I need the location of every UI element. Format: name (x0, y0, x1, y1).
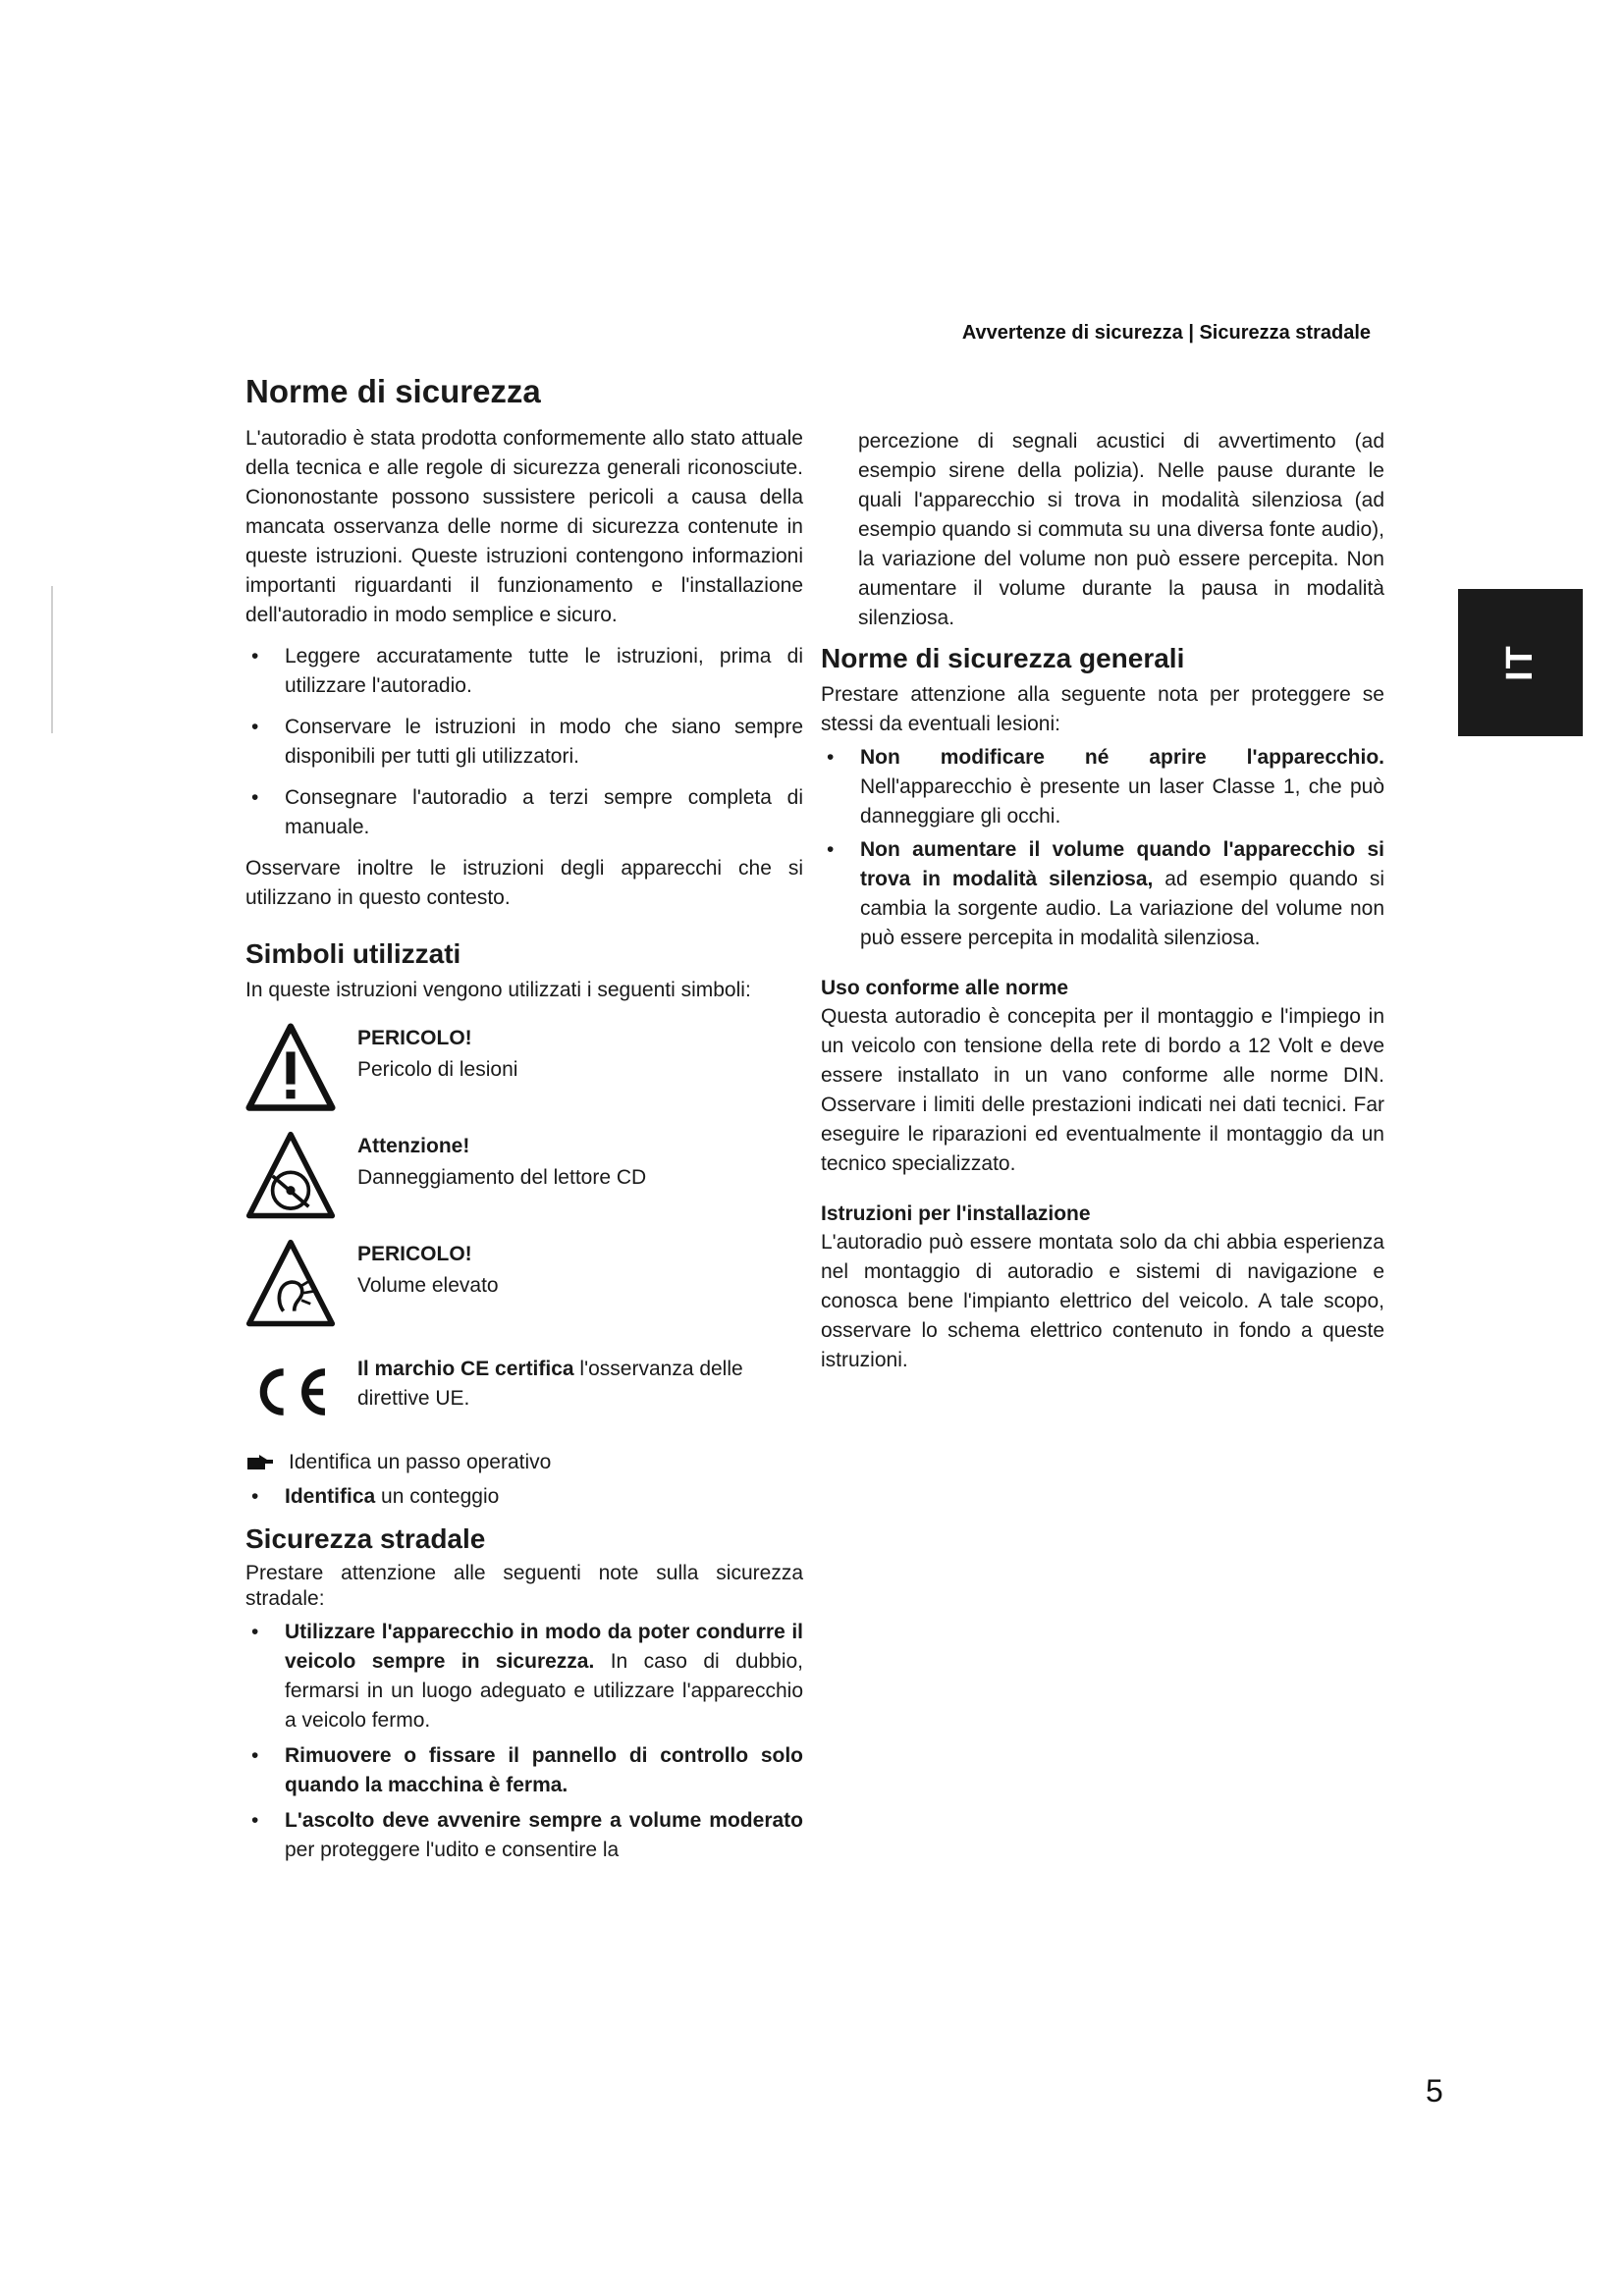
symbol-row-volume (245, 1239, 803, 1329)
cd-warning-icon (245, 1131, 336, 1221)
symbol-desc: Volume elevato (357, 1274, 499, 1297)
symbol-row-danger (245, 1023, 803, 1113)
running-header: Avvertenze di sicurezza | Sicurezza stradale (961, 322, 1371, 344)
general-text: ad esempio quando si cambia la sorgente audio. La variazione del volume non può essere percepita in modalità silenziosa. (860, 868, 1385, 949)
general-bullets (821, 743, 1384, 953)
section-title-safety: Norme di sicurezza (245, 373, 541, 409)
symbol-row-ce (245, 1355, 803, 1421)
continuation-text: percezione di segnali acustici di avvertimento (ad esempio sirene della polizia). Nelle pause durante le quali l'apparecchio si trova in modalità silenziosa (ad esempio quando si commuta su una diversa fonte audio), la variazione del volume non può essere percepita. Non aumentare il volume durante la pausa in modalità silenziosa. (858, 430, 1384, 629)
step-text: Identifica un passo operativo (289, 1451, 552, 1473)
use-text: Questa autoradio è concepita per il montaggio e l'impiego in un veicolo con tensione della rete di bordo a 12 Volt e deve essere installato in un vano conforme alle norme DIN. Osservare i limiti delle prestazioni indicati nei dati tecnici. Far eseguire le riparazioni ed eventualmente il montaggio da un tecnico specializzato. (821, 1005, 1384, 1175)
ce-text-bold: Il marchio CE certifica (357, 1358, 574, 1380)
list-item: • Conservare le istruzioni in modo che siano sempre disponibili per tutti gli utilizzatori. (245, 713, 803, 772)
list-item: • Consegnare l'autoradio a terzi sempre completa di manuale. (245, 783, 803, 842)
section-title-general: Norme di sicurezza generali (821, 643, 1185, 673)
road-intro: Prestare attenzione alle seguenti note sulla sicurezza stradale: (245, 1562, 803, 1610)
left-column (245, 373, 803, 1865)
language-tab-label: IT (1499, 644, 1541, 681)
symbol-row-cd (245, 1131, 803, 1221)
list-item (245, 1806, 803, 1865)
list-item (245, 1618, 803, 1735)
road-text: In caso di dubbio, fermarsi in un luogo adeguato e utilizzare l'apparecchio a veicolo fermo. (285, 1650, 804, 1732)
road-bullets (245, 1618, 803, 1865)
symbol-desc: Danneggiamento del lettore CD (357, 1166, 647, 1189)
section-title-use: Uso conforme alle norme (821, 977, 1069, 999)
road-bold: Utilizzare l'apparecchio in modo da poter condurre il veicolo sempre in sicurezza. (285, 1621, 803, 1673)
page-number: 5 (1426, 2073, 1443, 2109)
section-title-road: Sicurezza stradale (245, 1523, 486, 1554)
count-text: un conteggio (375, 1485, 500, 1508)
list-item (821, 835, 1384, 953)
ce-text: l'osservanza delle direttive UE. (357, 1358, 743, 1410)
margin-line (51, 586, 53, 733)
safety-intro: L'autoradio è stata prodotta conformemente allo stato attuale della tecnica e alle regole di sicurezza generali riconosciute. Ciononostante possono sussistere pericoli a causa della mancata osservanza delle norme di sicurezza contenute in queste istruzioni. Queste istruzioni contengono informazioni importanti riguardanti il funzionamento e l'installazione dell'autoradio in modo semplice e sicuro. (245, 427, 803, 626)
symbols-intro: In queste istruzioni vengono utilizzati i seguenti simboli: (245, 979, 751, 1001)
symbol-title: Attenzione! (357, 1135, 470, 1157)
road-bold: L'ascolto deve avvenire sempre a volume moderato (285, 1809, 803, 1832)
count-bold: Identifica (285, 1485, 376, 1508)
symbol-title: PERICOLO! (357, 1027, 472, 1049)
section-title-symbols: Simboli utilizzati (245, 938, 461, 969)
road-bold: Rimuovere o fissare il pannello di controllo solo quando la macchina è ferma. (285, 1744, 803, 1796)
pointing-hand-icon (245, 1454, 275, 1471)
language-tab (1458, 589, 1583, 736)
road-text: per proteggere l'udito e consentire la (285, 1839, 620, 1861)
general-bold: Non modificare né aprire l'apparecchio. (860, 746, 1384, 769)
list-item (245, 1482, 803, 1512)
ear-warning-icon (245, 1239, 336, 1329)
section-title-install: Istruzioni per l'installazione (821, 1202, 1091, 1225)
symbol-desc: Pericolo di lesioni (357, 1058, 518, 1081)
list-item: • Leggere accuratamente tutte le istruzioni, prima di utilizzare l'autoradio. (245, 642, 803, 701)
general-intro: Prestare attenzione alla seguente nota per proteggere se stessi da eventuali lesioni: (821, 683, 1384, 735)
safety-outro: Osservare inoltre le istruzioni degli apparecchi che si utilizzano in questo contesto. (245, 857, 803, 909)
right-column (821, 427, 1384, 1375)
install-text: L'autoradio può essere montata solo da chi abbia esperienza nel montaggio di autoradio e sistemi di navigazione e conosca bene l'impianto elettrico del veicolo. A tale scopo, osservare lo schema elettrico contenuto in fondo a queste istruzioni. (821, 1231, 1384, 1371)
ce-mark-icon (245, 1362, 336, 1421)
general-text: Nell'apparecchio è presente un laser Classe 1, che può danneggiare gli occhi. (860, 775, 1384, 828)
symbol-title: PERICOLO! (357, 1243, 472, 1265)
safety-bullets (245, 642, 803, 842)
list-item (821, 743, 1384, 831)
list-item (245, 1741, 803, 1800)
step-legend (245, 1451, 803, 1474)
count-legend (245, 1482, 803, 1512)
warning-triangle-icon (245, 1023, 336, 1113)
general-bold: Non aumentare il volume quando l'apparecchio si trova in modalità silenziosa, (860, 838, 1384, 890)
